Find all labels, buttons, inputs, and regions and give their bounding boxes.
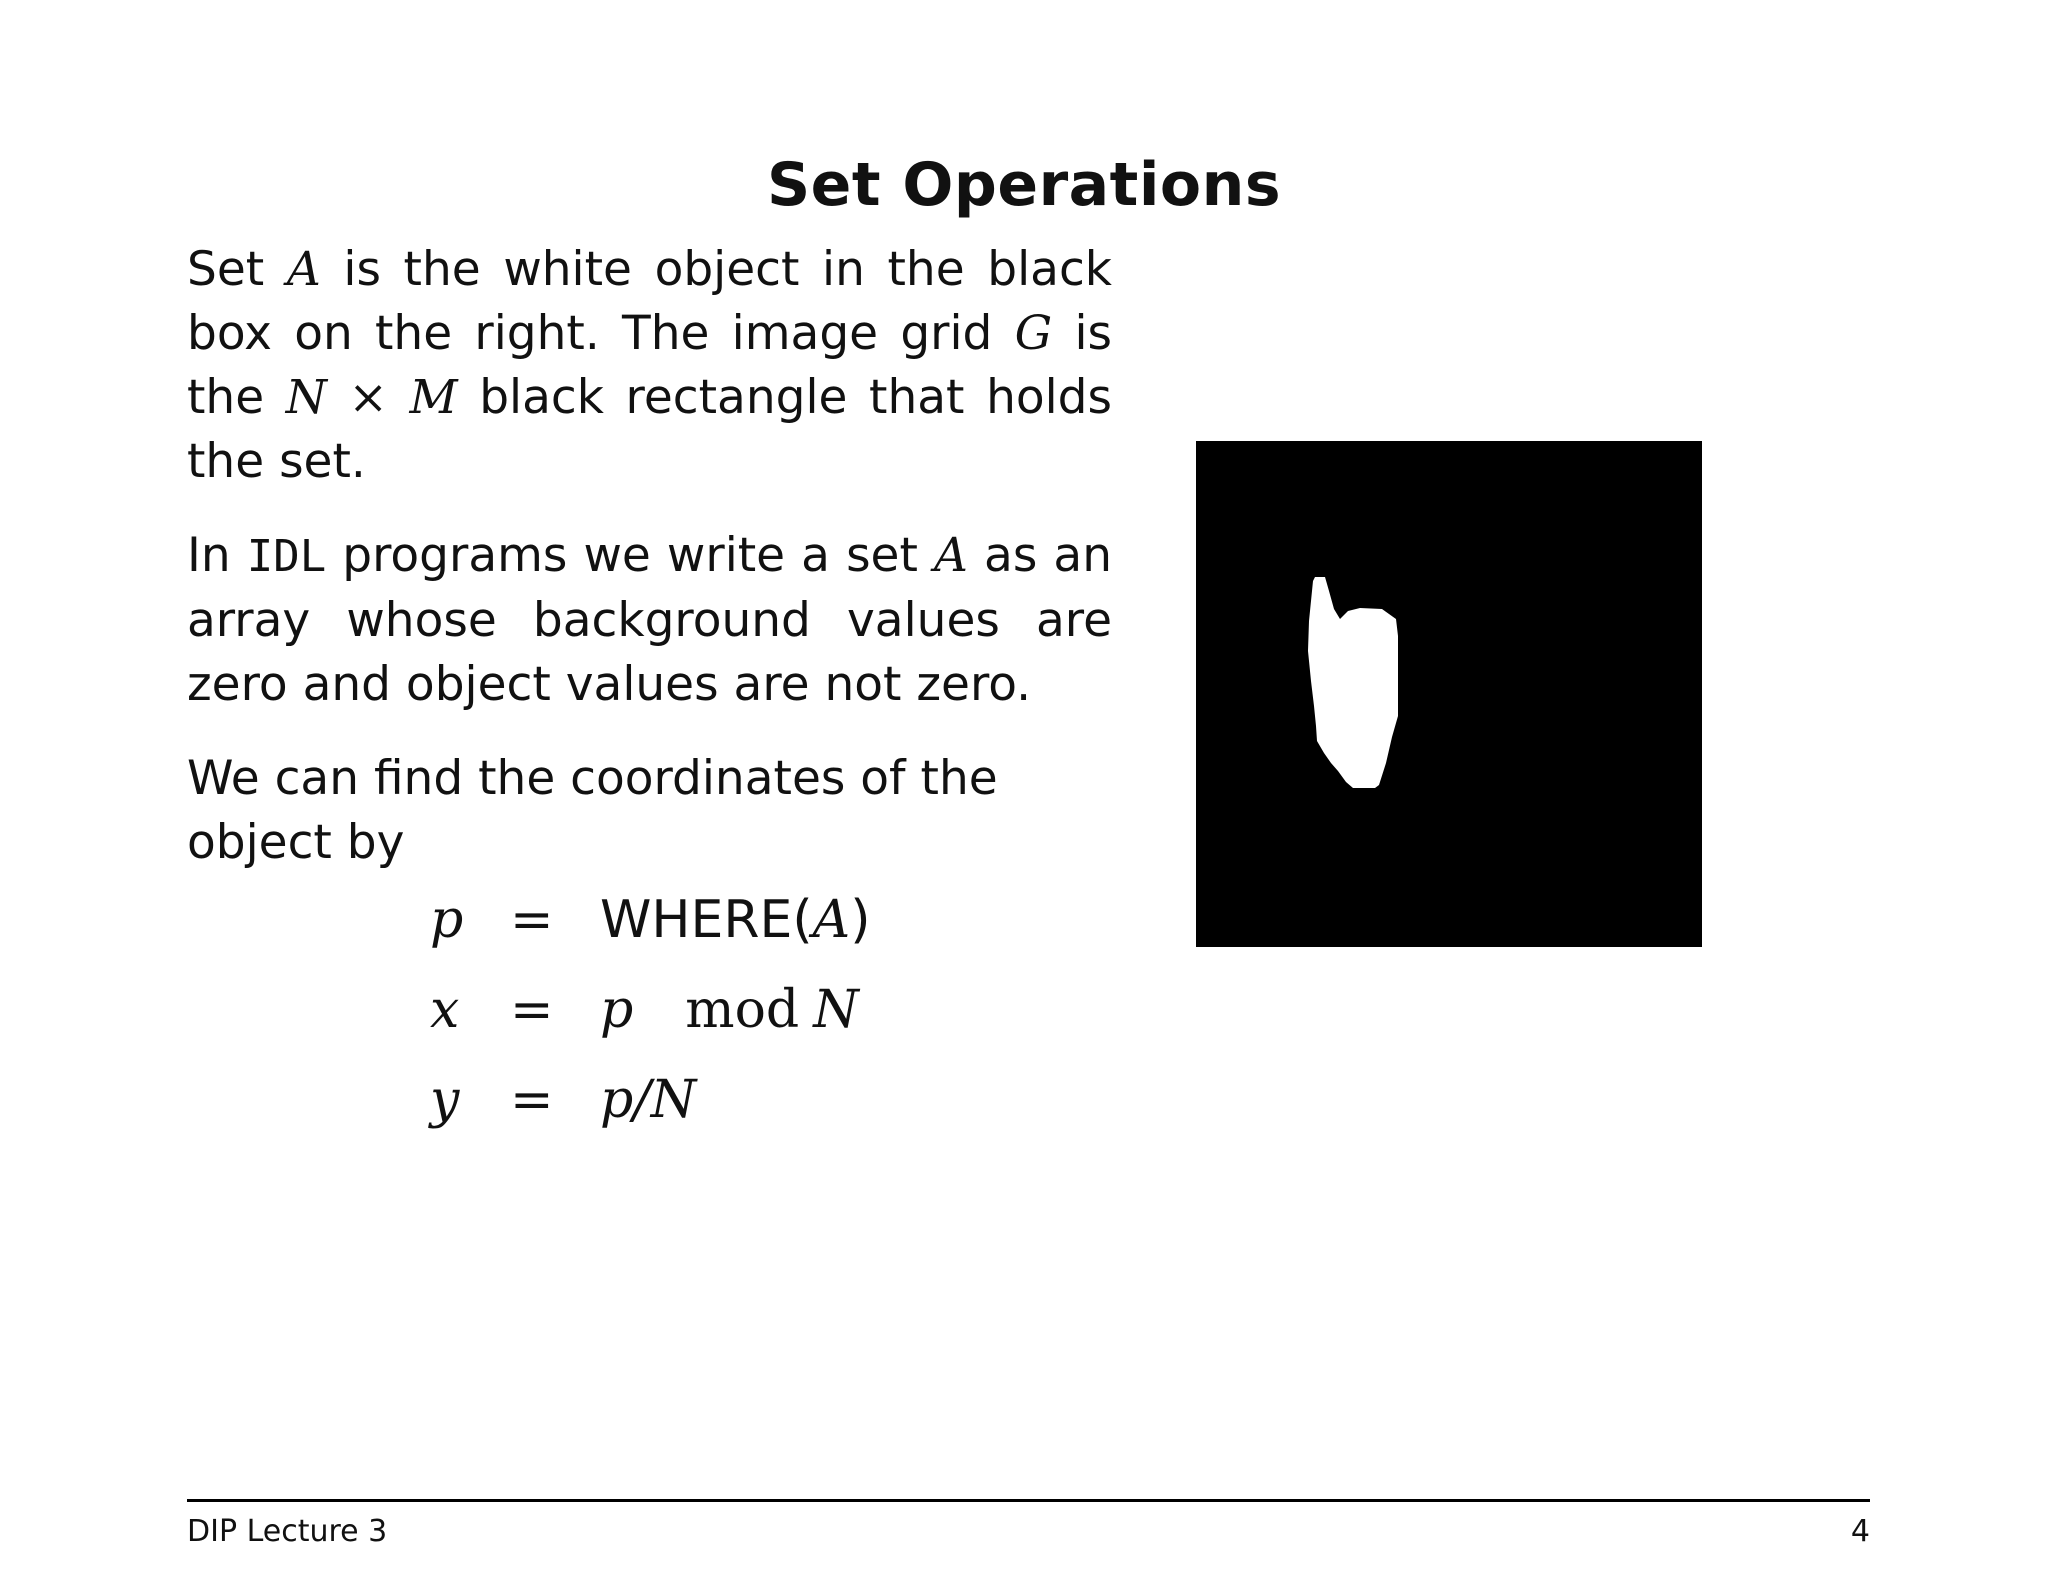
p2-text-1: In bbox=[187, 528, 247, 583]
eq1-rhs bbox=[600, 890, 871, 950]
eq3-rhs: p/N bbox=[600, 1070, 697, 1130]
p1-math-g: G bbox=[1014, 306, 1053, 361]
p1-text-4: black rectangle that holds the set. bbox=[187, 370, 1112, 489]
eq3-lhs: y bbox=[430, 1070, 460, 1130]
p1-text-2: is the white object in the black box on the right. The image grid bbox=[187, 242, 1113, 361]
paragraph-coordinates bbox=[187, 747, 1112, 875]
paragraph-set-definition bbox=[187, 238, 1112, 494]
p2-text-3: as an array whose background values are zero and object values are not zero. bbox=[187, 528, 1112, 712]
p1-math-n: N bbox=[285, 370, 327, 425]
eq1-lhs: p bbox=[430, 890, 464, 950]
image-grid-background bbox=[1196, 441, 1702, 947]
eq2-rhs bbox=[600, 980, 859, 1040]
eq1-arg: A bbox=[812, 890, 851, 950]
slide-title: Set Operations bbox=[766, 150, 1282, 220]
eq2-equals: = bbox=[510, 980, 554, 1040]
p1-text-3: is the bbox=[187, 306, 1112, 425]
eq2-var: p bbox=[600, 980, 634, 1040]
eq1-equals: = bbox=[510, 890, 554, 950]
p3-text-1: We can find the coordinates of the object by bbox=[187, 751, 998, 870]
p2-text-2: programs we write a set bbox=[326, 528, 934, 583]
binary-image-figure bbox=[1196, 441, 1702, 947]
p1-times-symbol: × bbox=[326, 370, 410, 425]
eq2-mod: mod bbox=[685, 980, 800, 1040]
p2-code-idl: IDL bbox=[246, 531, 327, 582]
p1-text-1: Set bbox=[187, 242, 287, 297]
text-column bbox=[187, 238, 1112, 905]
footer-lecture-label: DIP Lecture 3 bbox=[187, 1514, 388, 1549]
p1-math-m: M bbox=[409, 370, 458, 425]
eq1-func: WHERE( bbox=[600, 890, 813, 950]
paragraph-idl bbox=[187, 524, 1112, 717]
eq1-close: ) bbox=[850, 890, 871, 950]
eq2-lhs: x bbox=[430, 980, 460, 1040]
eq2-n: N bbox=[813, 980, 859, 1040]
p1-math-a: A bbox=[286, 242, 321, 297]
footer-page-number: 4 bbox=[1850, 1514, 1870, 1549]
p2-math-a: A bbox=[934, 528, 968, 583]
eq3-equals: = bbox=[510, 1070, 554, 1130]
binary-image bbox=[1196, 441, 1702, 947]
footer-divider bbox=[187, 1499, 1870, 1502]
